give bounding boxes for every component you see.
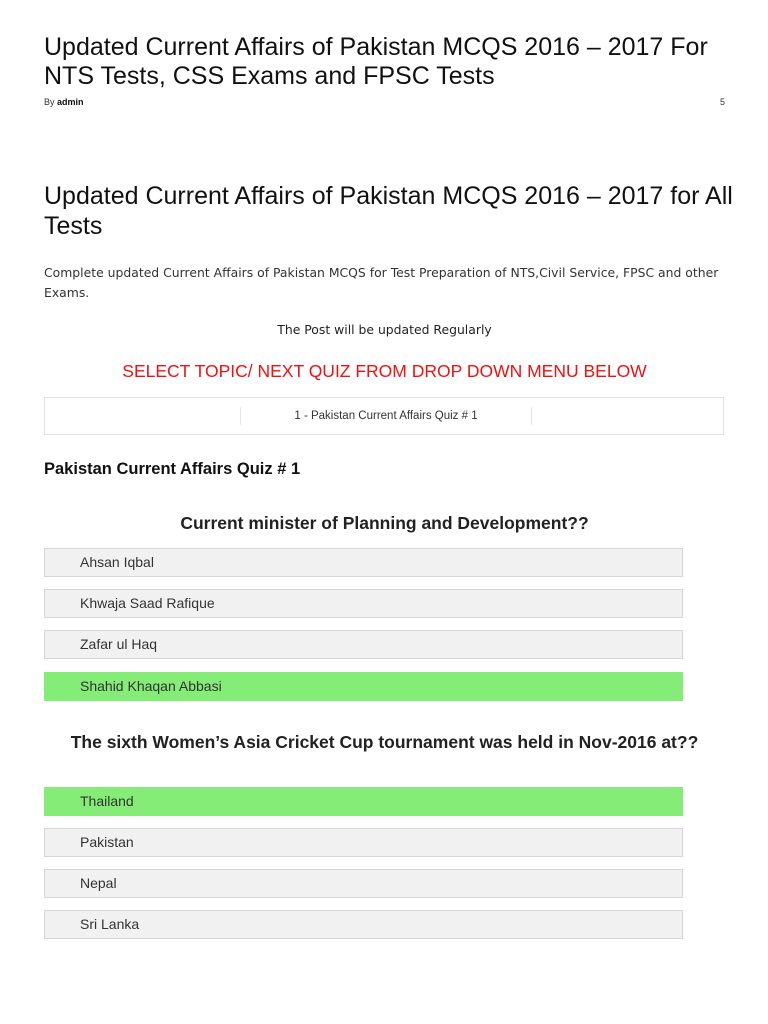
select-topic-banner: SELECT TOPIC/ NEXT QUIZ FROM DROP DOWN MENU BELOW xyxy=(122,361,647,381)
answer-option[interactable]: Khwaja Saad Rafique xyxy=(44,589,683,618)
answer-option-correct[interactable]: Thailand xyxy=(44,787,683,816)
by-label: By xyxy=(44,97,55,107)
article-title: Updated Current Affairs of Pakistan MCQS 2016 – 2017 for All Tests xyxy=(44,182,733,240)
answer-option[interactable]: Ahsan Iqbal xyxy=(44,548,683,577)
post-meta xyxy=(44,97,725,107)
quiz-heading: Pakistan Current Affairs Quiz # 1 xyxy=(44,460,301,478)
intro-paragraph: Complete updated Current Affairs of Pakistan MCQS for Test Preparation of NTS,Civil Service, FPSC and other Exams. xyxy=(44,265,719,300)
question-text: Current minister of Planning and Development?? xyxy=(180,513,589,533)
post-title: Updated Current Affairs of Pakistan MCQS 2016 – 2017 For NTS Tests, CSS Exams and FPSC Tests xyxy=(44,33,708,90)
quiz-select-dropdown[interactable] xyxy=(44,397,724,435)
answer-option[interactable]: Nepal xyxy=(44,869,683,898)
answer-option[interactable]: Zafar ul Haq xyxy=(44,630,683,659)
question-text: The sixth Women’s Asia Cricket Cup tournament was held in Nov-2016 at?? xyxy=(70,732,699,752)
answer-option-correct[interactable]: Shahid Khaqan Abbasi xyxy=(44,672,683,701)
answer-option[interactable]: Pakistan xyxy=(44,828,683,857)
update-notice: The Post will be updated Regularly xyxy=(277,322,492,337)
comment-count[interactable]: 5 xyxy=(719,97,725,107)
dropdown-selected-value[interactable]: 1 - Pakistan Current Affairs Quiz # 1 xyxy=(240,407,532,425)
author-link[interactable]: admin xyxy=(57,97,84,107)
answer-option[interactable]: Sri Lanka xyxy=(44,910,683,939)
